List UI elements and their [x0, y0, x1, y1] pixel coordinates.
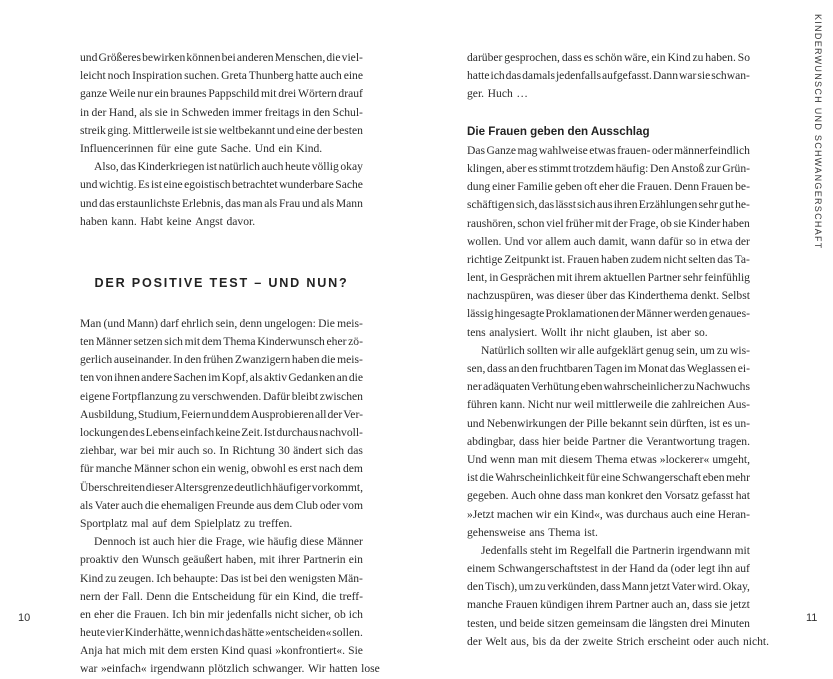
text-line: schäftigen sich, das lässt sich aus ihren Erzählungen sehr gut he- — [467, 198, 750, 212]
text-line: richtige Zeitpunkt ist. Frauen haben zudem nicht selten das Ta- — [467, 252, 750, 266]
text-line: wollen. Und vor allem auch damit, wann dafür so in etwa der — [467, 234, 750, 248]
text-line: en eher die Frauen. Ich bin mir jedenfalls nicht sicher, ob ich — [80, 607, 363, 621]
text-line: manche Frauen kündigen ihrem Partner auch an, dass sie jetzt — [467, 598, 750, 612]
text-line: sen, dass an den fruchtbaren Tagen im Monat das Weglassen ei- — [467, 362, 750, 375]
text-line: den Tisch), um zu verkünden, dass Mann jetzt Vater wird. Okay, — [467, 580, 750, 594]
text-line: führen kann. Nicht nur weil mittlerweile die zahlreichen Aus- — [467, 398, 750, 412]
right-page — [417, 0, 833, 648]
text-line: lockungen des Lebens einfach keine Zeit. Ist durchaus nachvoll- — [80, 426, 363, 439]
page-number-right: 11 — [806, 612, 818, 624]
text-line: als Vater auch die ehemaligen Freunde aus dem Club oder vom — [80, 498, 363, 512]
text-line: abdingbar, dass hier beide Partner die Verantwortung tragen. — [467, 434, 750, 448]
right-column — [467, 49, 770, 651]
text-line: ger. Huch … — [467, 87, 528, 101]
text-line: Sportplatz mal auf dem Spielplatz zu treffen. — [80, 516, 293, 530]
section-heading: DER POSITIVE TEST – UND NUN? — [94, 275, 349, 290]
text-line: lent, in Gesprächen mit ihrem aktuellen Partner sehr feinfühlig — [467, 271, 750, 285]
subheading: Die Frauen geben den Ausschlag — [467, 124, 650, 138]
text-line: ten von ihnen andere Sachen im Kopf, als aktiv Gedanken an die — [80, 371, 363, 385]
text-line: heute vier Kinder hätte, wenn ich das hätte »entscheiden« sollen. — [80, 626, 363, 640]
text-line: Das Ganze mag wahlweise etwas frauen- oder männerfeindlich — [467, 143, 750, 157]
text-line: Kind zu zeugen. Ich behaupte: Das ist bei den wenigsten Män- — [80, 571, 363, 585]
text-line: Jedenfalls steht im Regelfall die Partnerin irgendwann mit — [481, 543, 750, 557]
text-line: haben kann. Habt keine Angst davor. — [80, 214, 256, 228]
text-line: ziehbar, war bei mir auch so. In Richtung 30 ändert sich das — [80, 444, 363, 458]
text-line: streik ging. Mittlerweile ist sie weltbekannt und eine der besten — [80, 123, 363, 137]
left-column — [80, 49, 380, 679]
text-line: Und wenn man mit diesem Thema etwas »lockerer« umgeht, — [467, 452, 750, 466]
text-line: lässig hingesagte Proklamationen der Männer werden genaues- — [467, 307, 750, 321]
page-number-left: 10 — [18, 612, 31, 624]
left-page — [0, 0, 416, 676]
text-line: und Nebenwirkungen der Pille bekannt sein dürften, ist es un- — [467, 416, 750, 430]
text-line: nern der Fall. Denn die Entscheidung für ein Kind, die treff- — [80, 589, 363, 603]
text-line: einem Schwangerschaftstest in der Hand da (oder legt ihn auf — [467, 562, 750, 576]
text-line: eigene Fortpflanzung zu verschwenden. Dafür bleibt zwischen — [80, 389, 363, 403]
text-line: nachzuspüren, was dieser über das Kinderthema denkt. Selbst — [467, 289, 750, 303]
text-line: Influencerinnen für eine gute Sache. Und ein Kind. — [80, 141, 323, 155]
text-line: Überschreiten dieser Altersgrenze deutlich häufiger vorkommt, — [80, 480, 363, 494]
left-bottom-text — [80, 315, 380, 679]
text-line: Man (und Mann) darf ehrlich sein, denn ungelogen: Die meis- — [80, 316, 363, 330]
text-line: gerlich auseinander. In den frühen Zwanzigern haben die meis- — [80, 353, 363, 367]
text-line: Also, das Kinderkriegen ist natürlich auch heute völlig okay — [94, 160, 363, 174]
text-line: raushören, schon viel früher mit der Frage, ob sie Kinder haben — [467, 216, 750, 230]
text-line: gegeben. Auch ohne dass man konkret den Vorsatz gefasst hat — [467, 489, 750, 503]
right-top-text — [467, 49, 750, 104]
text-line: Anja hat mich mit dem ersten Kind quasi »konfrontiert«. Sie — [80, 644, 363, 658]
text-line: Dennoch ist auch hier die Frage, wie häufig diese Männer — [94, 535, 363, 549]
running-head: KINDERWUNSCH UND SCHWANGERSCHAFT — [813, 14, 823, 250]
text-line: und wichtig. Es ist eine egoistisch betrachtet wunderbare Sache — [80, 178, 363, 192]
text-line: proaktiv den Wunsch geäußert haben, mit ihrer Partnerin ein — [80, 553, 363, 567]
text-line: darüber gesprochen, dass es schön wäre, ein Kind zu haben. So — [467, 51, 750, 64]
text-line: testen, und beide sitzen gemeinsam die längsten drei Minuten — [467, 616, 750, 630]
text-line: Natürlich sollten wir alle aufgeklärt genug sein, um zu wis- — [481, 343, 750, 357]
text-line: war »einfach« irgendwann plötzlich schwanger. Wir hatten lose — [80, 662, 380, 676]
text-line: ten Männer setzen sich mit dem Thema Kinderwunsch eher zö- — [80, 335, 363, 349]
text-line: dung einer Familie geben oft eher die Frauen. Denn Frauen be- — [467, 180, 750, 194]
text-line: in der Hand, als sie in Schweden immer freitags in den Schul- — [80, 105, 363, 119]
text-line: für manche Männer schon ein wenig, obwohl es erst nach dem — [80, 462, 363, 476]
text-line: der Welt aus, bis da der zweite Strich erscheint oder auch nicht. — [467, 634, 770, 648]
text-line: und Größeres bewirken können bei anderen Menschen, die viel- — [80, 51, 363, 64]
text-line: und das erstaunlichste Erlebnis, das man als Frau und als Mann — [80, 196, 363, 210]
right-body-text — [467, 142, 770, 651]
text-line: tens analysiert. Wollt ihr nicht glauben, ist aber so. — [467, 325, 708, 339]
text-line: ganze Weile nur ein braunes Pappschild mit drei Wörtern drauf — [80, 87, 363, 101]
text-line: leicht noch Inspiration suchen. Greta Thunberg hatte auch eine — [80, 69, 363, 83]
text-line: ist die Wahrscheinlichkeit für eine Schwangerschaft eben mehr — [467, 471, 750, 485]
left-top-text — [80, 49, 363, 231]
text-line: ner adäquaten Verhütung eben wahrscheinlicher zu Nachwuchs — [467, 380, 750, 394]
text-line: »Jetzt machen wir ein Kind«, was durchaus auch eine Heran- — [467, 507, 750, 521]
text-line: Ausbildung, Studium, Feiern und dem Ausprobieren all der Ver- — [80, 407, 363, 421]
text-line: klingen, aber es stimmt trotzdem häufig: Den Anstoß zur Grün- — [467, 161, 750, 175]
text-line: hatte ich das damals jedenfalls aufgefasst. Dann war sie schwan- — [467, 69, 750, 83]
text-line: gehensweise ans Thema ist. — [467, 525, 598, 539]
